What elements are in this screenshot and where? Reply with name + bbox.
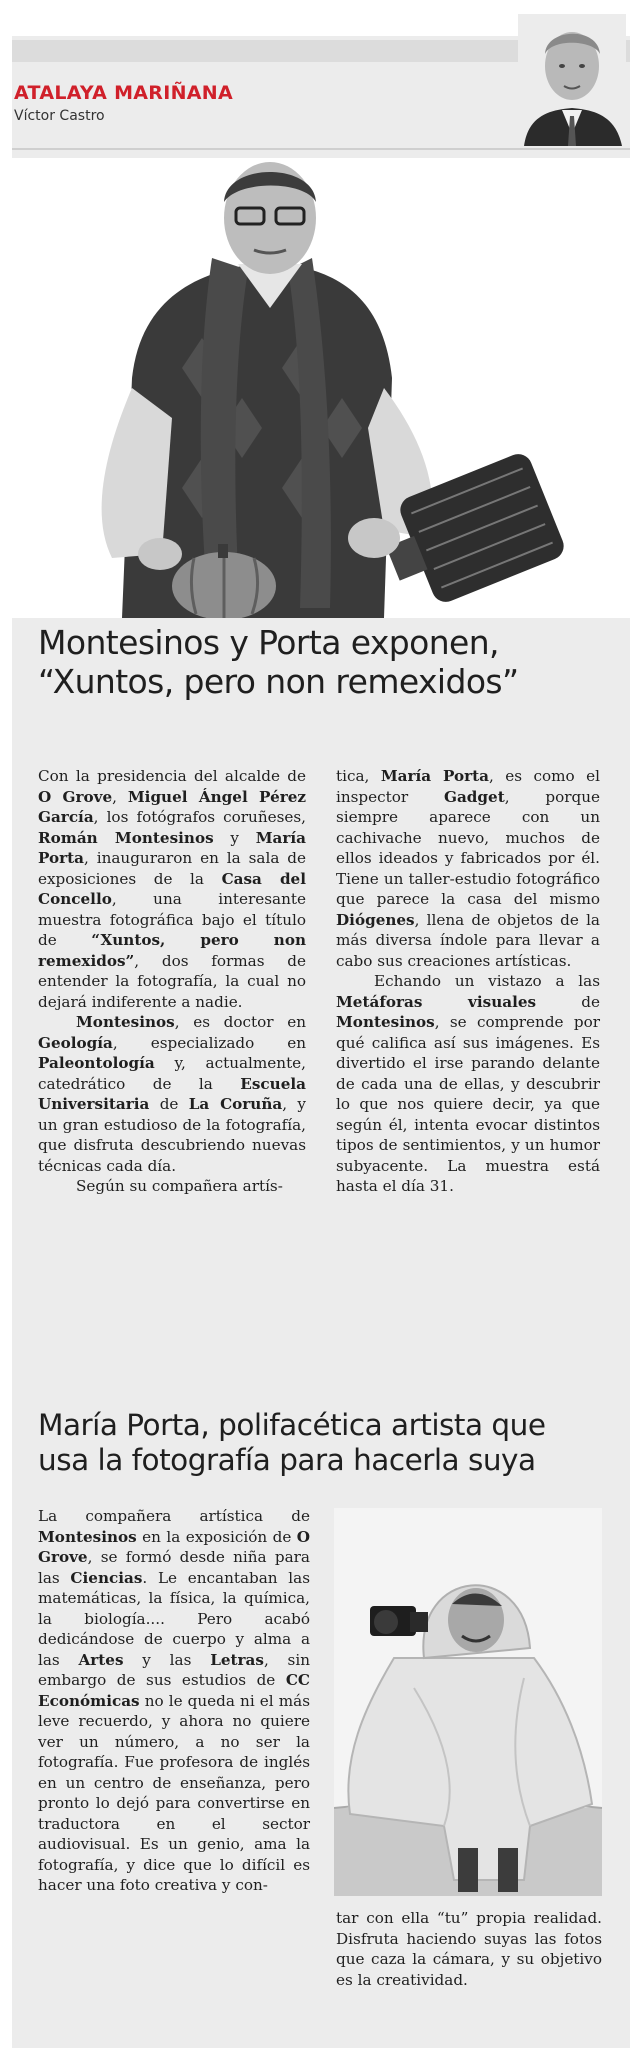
- header-rule: [12, 148, 630, 150]
- article2-paragraph: tar con ella “tu” propia realidad. Disfruta haciendo suyas las fotos que caza la cámara, y su objetivo es la creatividad.: [336, 1909, 602, 1989]
- article1-paragraph: Echando un vistazo a las Metáforas visuales de Montesinos, se comprende por qué califica así sus imágenes. Es divertido el irse parando delante de cada una de ellas, y descubrir lo que nos quiere decir, ya que según él, intenta evocar distintos tipos de sentimientos, y un humor subyacente. La muestra está hasta el día 31.: [336, 972, 600, 1195]
- article2-headline-line1: María Porta, polifacética artista que: [38, 1408, 546, 1442]
- article1-paragraph: Montesinos, es doctor en Geología, especializado en Paleontología y, actualmente, catedrático de la Escuela Universitaria de La Coruña, y un gran estudioso de la fotografía, que disfruta descubriendo nuevas técnicas cada día.: [38, 1013, 306, 1175]
- author-portrait: [518, 14, 626, 146]
- article2-column1: [38, 1506, 310, 1896]
- article1-column1: [38, 766, 306, 1197]
- maria-porta-photo: [334, 1508, 602, 1896]
- article2-headline: [38, 1408, 546, 1478]
- montesinos-photo: [12, 158, 630, 618]
- article1-headline-line1: Montesinos y Porta exponen,: [38, 623, 499, 662]
- article1-paragraph: Según su compañera artís-: [76, 1177, 283, 1195]
- article1-headline: [38, 624, 519, 702]
- article2-column2: [336, 1908, 602, 1990]
- article1-column2: [336, 766, 600, 1197]
- article1-headline-line2: “Xuntos, pero non remexidos”: [38, 661, 519, 701]
- article2-headline-line2: usa la fotografía para hacerla suya: [38, 1442, 536, 1477]
- article1-paragraph: tica, María Porta, es como el inspector Gadget, porque siempre aparece con un cachivache nuevo, muchos de ellos ideados y fabricados por él. Tiene un taller-estudio fotográfico que parece la casa del mismo Diógenes, llena de objetos de la más diversa índole para llevar a cabo sus creaciones artísticas.: [336, 767, 600, 970]
- article2-paragraph: La compañera artística de Montesinos en la exposición de O Grove, se formó desde niña para las Ciencias. Le encantaban las matemáticas, la física, la química, la biología.... Pero acabó dedicándose de cuerpo y alma a las Artes y las Letras, sin embargo de sus estudios de CC Económicas no le queda ni el más leve recuerdo, y ahora no quiere ver un número, a no ser la fotografía. Fue profesora de inglés en un centro de enseñanza, pero pronto lo dejó para convertirse en traductora en el sector audiovisual. Es un genio, ama la fotografía, y dice que lo difícil es hacer una foto creativa y con-: [38, 1507, 310, 1894]
- column-name: ATALAYA MARIÑANA: [14, 82, 233, 104]
- article1-paragraph: Con la presidencia del alcalde de O Grove, Miguel Ángel Pérez García, los fotógrafos coruñeses, Román Montesinos y María Porta, inauguraron en la sala de exposiciones de la Casa del Concello, una interesante muestra fotográfica bajo el título de “Xuntos, pero non remexidos”, dos formas de entender la fotografía, la cual no dejará indiferente a nadie.: [38, 767, 307, 1011]
- author-byline: Víctor Castro: [14, 108, 105, 124]
